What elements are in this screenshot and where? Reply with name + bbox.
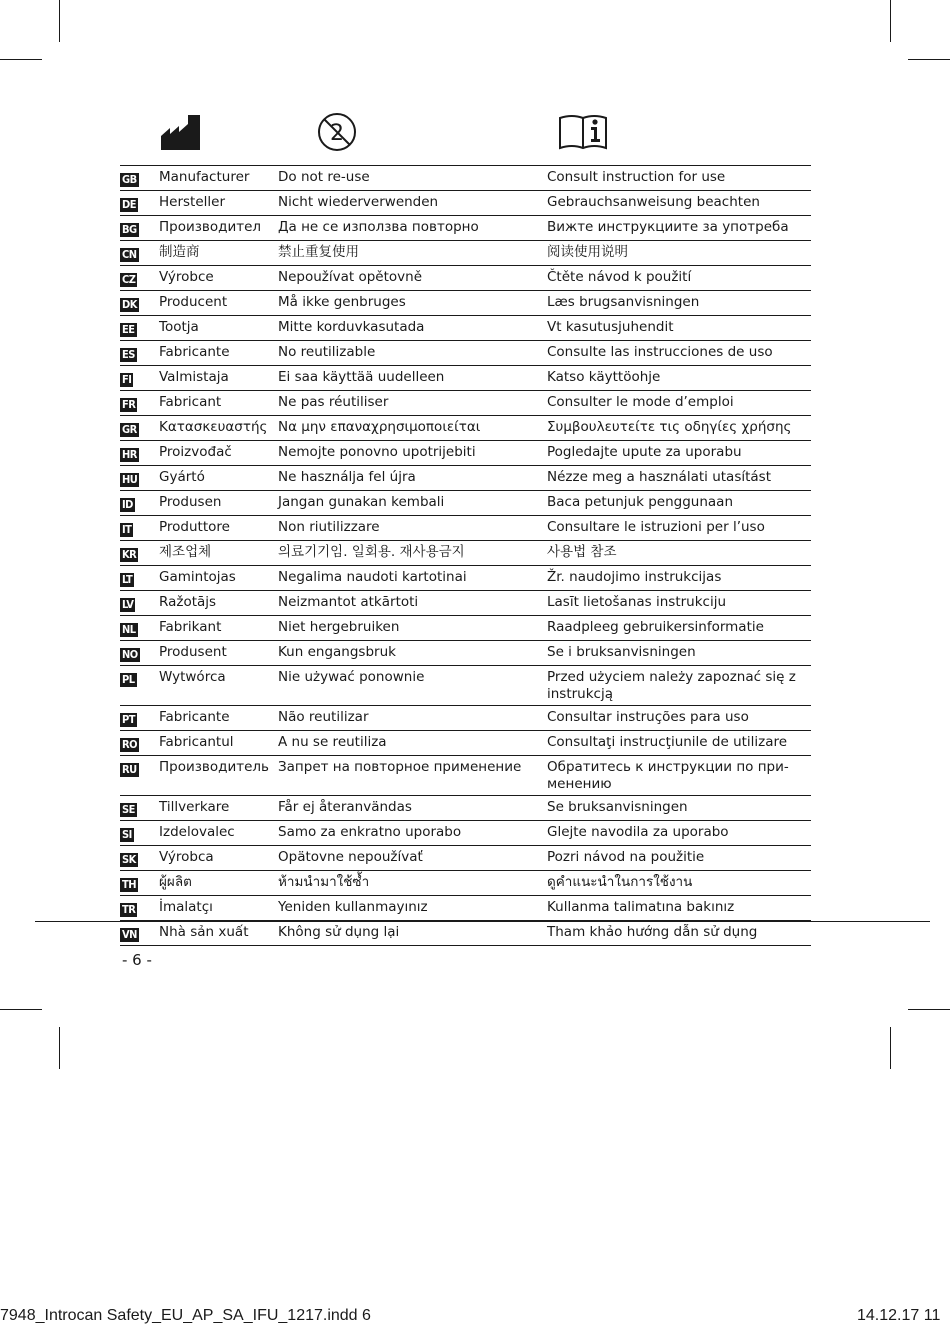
crop-mark [890,1027,891,1069]
language-code-cell [120,846,159,871]
table-row [120,291,811,316]
language-code-badge: LT [122,573,133,586]
do-not-reuse-text: Opätovne nepoužívať [278,846,547,871]
consult-instructions-text: Consult instruction for use [547,166,811,191]
table-row [120,616,811,641]
do-not-reuse-text: Mitte korduvkasutada [278,316,547,341]
language-code-badge: TH [122,878,137,891]
table-row [120,641,811,666]
table-row [120,416,811,441]
language-code-badge: IT [122,523,132,536]
language-code-badge: EE [122,323,135,336]
do-not-reuse-text: Niet hergebruiken [278,616,547,641]
manufacturer-text: Výrobca [159,846,278,871]
manufacturer-text: ผู้ผลิต [159,871,278,896]
table-row [120,266,811,291]
consult-instructions-text: ดูคำแนะนำในการใช้งาน [547,871,811,896]
language-code-badge: RU [122,763,137,776]
table-row [120,796,811,821]
language-code-cell [120,466,159,491]
table-row [120,871,811,896]
manufacturer-text: 제조업체 [159,541,278,566]
manufacturer-text: Manufacturer [159,166,278,191]
table-row [120,731,811,756]
table-row [120,921,811,946]
language-code-badge: SI [122,828,132,841]
language-code-cell [120,391,159,416]
language-code-cell [120,491,159,516]
table-row [120,666,811,706]
language-code-cell [120,316,159,341]
language-code-badge: PL [122,673,135,686]
table-row [120,846,811,871]
consult-instructions-text: 阅读使用说明 [547,241,811,266]
consult-instructions-text: Consultare le istruzioni per l’uso [547,516,811,541]
manufacturer-text: Tootja [159,316,278,341]
language-code-cell [120,591,159,616]
do-not-reuse-text: Yeniden kullanmayınız [278,896,547,921]
print-file-info: 7948_Introcan Safety_EU_AP_SA_IFU_1217.indd 6 [0,1307,371,1324]
manufacturer-text: Valmistaja [159,366,278,391]
consult-instructions-text: Przed użyciem należy zapoznać się z instrukcją [547,666,811,706]
do-not-reuse-text: 의료기기임. 일회용. 재사용금지 [278,541,547,566]
consult-instructions-text: Kullanma talimatına bakınız [547,896,811,921]
do-not-reuse-text: Να μην επαναχρησιμοποιείται [278,416,547,441]
language-code-cell [120,706,159,731]
do-not-reuse-text: Không sử dụng lại [278,921,547,946]
do-not-reuse-text: Negalima naudoti kartotinai [278,566,547,591]
manufacturer-text: Fabricant [159,391,278,416]
do-not-reuse-text: Do not re-use [278,166,547,191]
consult-instructions-text: Tham khảo hướng dẫn sử dụng [547,921,811,946]
do-not-reuse-text: Ne pas réutiliser [278,391,547,416]
table-row [120,316,811,341]
consult-instructions-text: Katso käyttöohje [547,366,811,391]
consult-instructions-text: Pozri návod na použitie [547,846,811,871]
consult-instructions-text: Glejte navodila za uporabo [547,821,811,846]
table-row [120,341,811,366]
manufacturer-text: Výrobce [159,266,278,291]
do-not-reuse-digit: 2 [330,121,344,146]
language-code-badge: CN [122,248,137,261]
table-row [120,566,811,591]
language-code-badge: HR [122,448,137,461]
table-row [120,191,811,216]
manufacturer-text: Ražotājs [159,591,278,616]
language-code-badge: TR [122,903,136,916]
language-code-cell [120,191,159,216]
language-code-cell [120,616,159,641]
manufacturer-text: Produsent [159,641,278,666]
language-code-cell [120,166,159,191]
language-code-cell [120,921,159,946]
language-code-badge: SE [122,803,135,816]
language-code-cell [120,441,159,466]
manufacturer-text: Производител [159,216,278,241]
language-code-cell [120,756,159,796]
do-not-reuse-text: Não reutilizar [278,706,547,731]
do-not-reuse-text: Да не се използва повторно [278,216,547,241]
page-number: - 6 - [122,951,152,969]
do-not-reuse-text: ห้ามนำมาใช้ซ้ำ [278,871,547,896]
language-code-cell [120,731,159,756]
consult-instructions-text: Consulter le mode d’emploi [547,391,811,416]
language-code-cell [120,821,159,846]
language-code-badge: FR [122,398,136,411]
consult-instructions-text: 사용법 참조 [547,541,811,566]
language-code-cell [120,516,159,541]
consult-instructions-text: Žr. naudojimo instrukcijas [547,566,811,591]
table-row [120,896,811,921]
manufacturer-text: Produttore [159,516,278,541]
symbol-header [0,112,950,154]
crop-mark [908,1009,950,1010]
table-row [120,706,811,731]
consult-instructions-text: Nézze meg a használati utasítást [547,466,811,491]
crop-mark [59,1027,60,1069]
manufacturer-text: Izdelovalec [159,821,278,846]
language-code-badge: NO [122,648,138,661]
language-code-cell [120,796,159,821]
language-code-cell [120,641,159,666]
table-row [120,216,811,241]
consult-instructions-text: Consultaţi instrucţiunile de utilizare [547,731,811,756]
language-code-cell [120,241,159,266]
manufacturer-text: Proizvođač [159,441,278,466]
consult-instructions-text: Συμβουλευτείτε τις οδηγίες χρήσης [547,416,811,441]
language-code-cell [120,541,159,566]
language-code-badge: LV [122,598,134,611]
table-row [120,466,811,491]
do-not-reuse-text: Nemojte ponovno upotrijebiti [278,441,547,466]
table-row [120,516,811,541]
consult-instructions-text: Gebrauchsanweisung beachten [547,191,811,216]
manufacturer-text: Fabricantul [159,731,278,756]
language-table [120,165,811,946]
language-code-cell [120,266,159,291]
consult-instructions-text: Consulte las instrucciones de uso [547,341,811,366]
table-row [120,756,811,796]
do-not-reuse-text: No reutilizable [278,341,547,366]
language-code-badge: FI [122,373,132,386]
table-row [120,541,811,566]
language-code-badge: PT [122,713,136,726]
language-code-cell [120,416,159,441]
do-not-reuse-text: Neizmantot atkārtoti [278,591,547,616]
consult-instructions-text: Lasīt lietošanas instrukciju [547,591,811,616]
consult-instructions-text: Pogledajte upute za uporabu [547,441,811,466]
manufacturer-text: Wytwórca [159,666,278,706]
crop-mark [0,59,42,60]
language-code-badge: DK [122,298,137,311]
do-not-reuse-text: Får ej återanvändas [278,796,547,821]
manufacturer-text: Hersteller [159,191,278,216]
do-not-reuse-text: A nu se reutiliza [278,731,547,756]
do-not-reuse-text: Non riutilizzare [278,516,547,541]
language-code-badge: SK [122,853,136,866]
consult-instructions-text: Læs brugsanvisningen [547,291,811,316]
consult-instructions-text: Вижте инструкциите за употреба [547,216,811,241]
table-row [120,821,811,846]
language-code-cell [120,666,159,706]
do-not-reuse-text: Ne használja fel újra [278,466,547,491]
table-row [120,491,811,516]
manufacturer-text: Производитель [159,756,278,796]
manufacturer-text: Nhà sản xuất [159,921,278,946]
crop-mark [59,0,60,42]
language-code-badge: RO [122,738,138,751]
manufacturer-text: Fabrikant [159,616,278,641]
language-code-badge: DE [122,198,136,211]
manufacturer-text: Fabricante [159,341,278,366]
language-code-badge: GB [122,173,137,186]
consult-instructions-text: Raadpleeg gebruikersinformatie [547,616,811,641]
manufacturer-text: Gamintojas [159,566,278,591]
language-code-badge: HU [122,473,138,486]
manufacturer-text: Gyártó [159,466,278,491]
language-code-badge: VN [122,928,137,941]
manufacturer-text: Producent [159,291,278,316]
language-code-cell [120,871,159,896]
language-code-cell [120,291,159,316]
language-code-cell [120,566,159,591]
do-not-reuse-text: Ei saa käyttää uudelleen [278,366,547,391]
do-not-reuse-text: 禁止重复使用 [278,241,547,266]
language-code-badge: ES [122,348,135,361]
manufacturer-text: Κατασκευαστής [159,416,278,441]
consult-instructions-text: Se bruksanvisningen [547,796,811,821]
consult-instructions-text: Baca petunjuk penggunaan [547,491,811,516]
consult-instructions-icon [558,112,608,152]
manufacturer-icon [160,112,202,152]
do-not-reuse-text: Må ikke genbruges [278,291,547,316]
manufacturer-text: Fabricante [159,706,278,731]
consult-instructions-text: Se i bruksanvisningen [547,641,811,666]
table-row [120,391,811,416]
table-row [120,166,811,191]
manufacturer-text: Produsen [159,491,278,516]
language-code-cell [120,896,159,921]
language-code-badge: CZ [122,273,136,286]
language-code-cell [120,341,159,366]
do-not-reuse-text: Jangan gunakan kembali [278,491,547,516]
manufacturer-text: 制造商 [159,241,278,266]
do-not-reuse-text: Nicht wiederverwenden [278,191,547,216]
consult-instructions-text: Vt kasutusjuhendit [547,316,811,341]
consult-instructions-text: Consultar instruções para uso [547,706,811,731]
language-code-badge: ID [122,498,133,511]
print-date-info: 14.12.17 11 [857,1307,941,1324]
language-code-badge: NL [122,623,136,636]
consult-instructions-text: Обратитесь к инструкции по при-менению [547,756,811,796]
do-not-reuse-text: Samo za enkratno uporabo [278,821,547,846]
crop-mark [908,59,950,60]
crop-mark [0,1009,42,1010]
manufacturer-text: İmalatçı [159,896,278,921]
table-row [120,241,811,266]
do-not-reuse-text: Nie używać ponownie [278,666,547,706]
language-code-badge: KR [122,548,137,561]
manufacturer-text: Tillverkare [159,796,278,821]
do-not-reuse-icon [316,112,358,152]
table-row [120,366,811,391]
do-not-reuse-text: Запрет на повторное применение [278,756,547,796]
do-not-reuse-text: Kun engangsbruk [278,641,547,666]
language-code-badge: BG [122,223,137,236]
table-row [120,441,811,466]
do-not-reuse-text: Nepoužívat opětovně [278,266,547,291]
page-divider [35,921,930,922]
language-code-cell [120,216,159,241]
language-code-cell [120,366,159,391]
crop-mark [890,0,891,42]
language-code-badge: GR [122,423,137,436]
consult-instructions-text: Čtěte návod k použití [547,266,811,291]
table-row [120,591,811,616]
